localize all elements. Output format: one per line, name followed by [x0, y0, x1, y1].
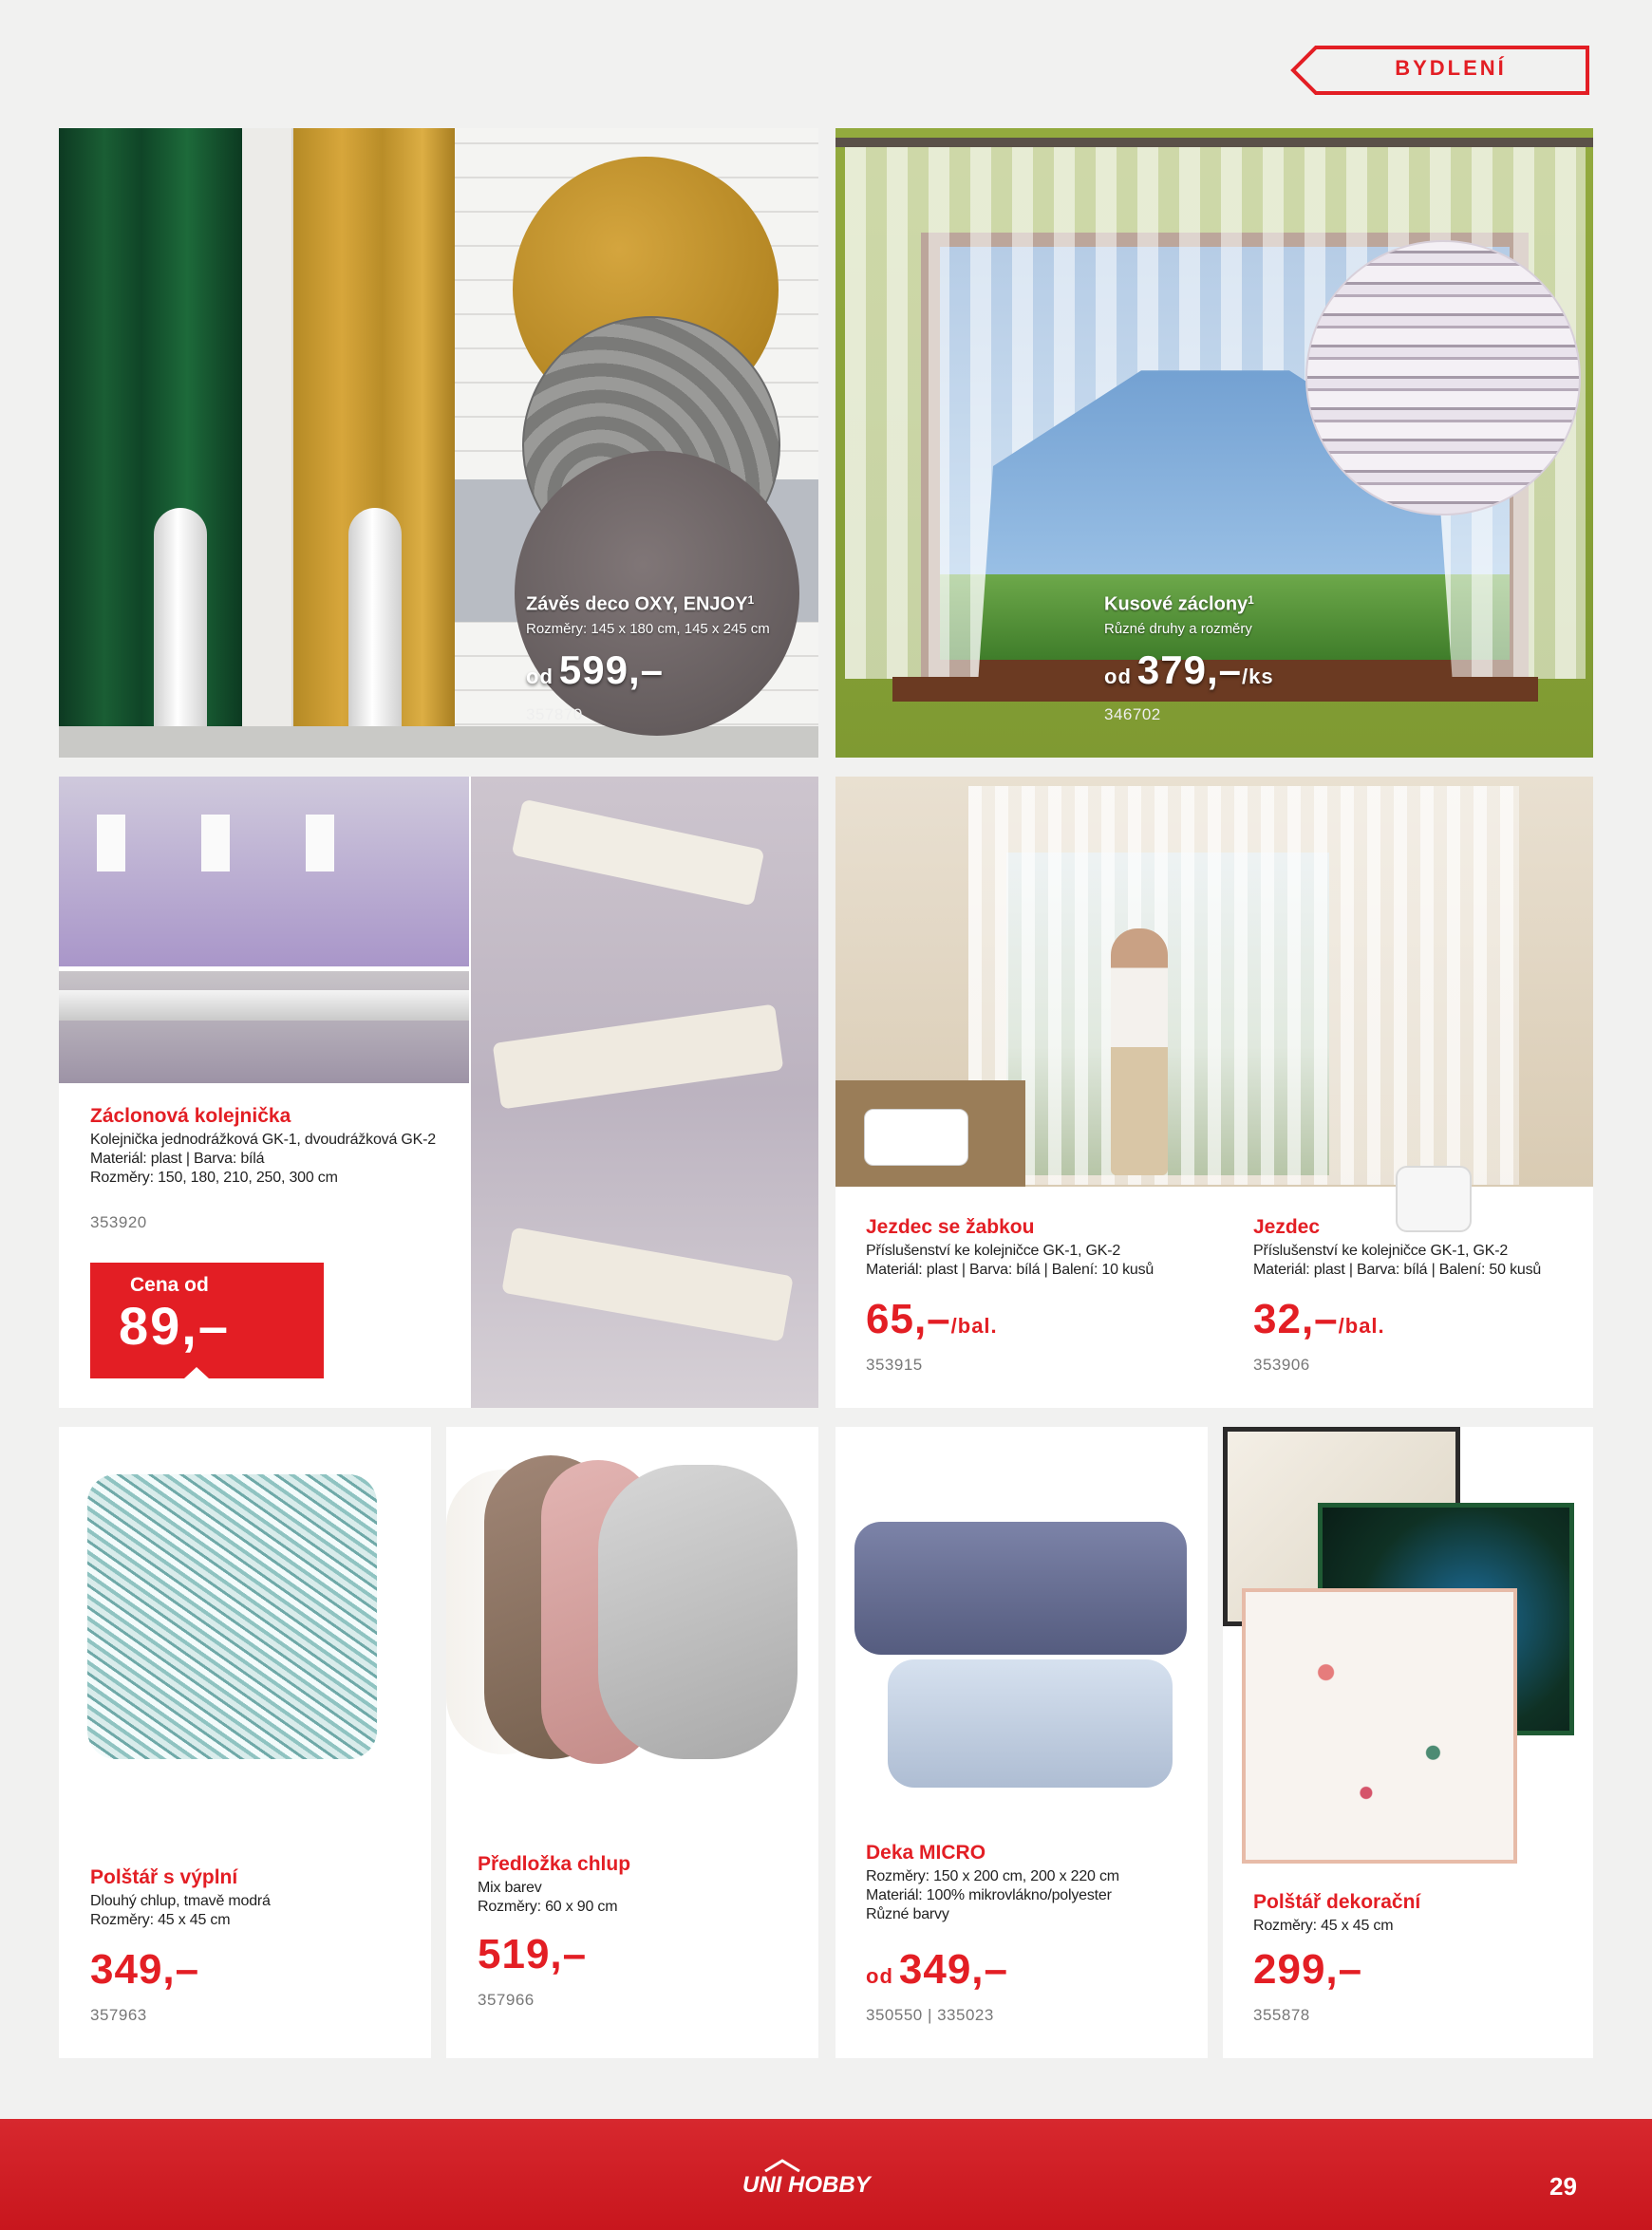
predlozka-desc-1: Rozměry: 60 x 90 cm	[478, 1899, 618, 1915]
polstar-dekor-name: Polštář dekorační	[1253, 1891, 1421, 1913]
curtain-photo-wall-left	[242, 128, 291, 758]
jezdec-desc-1: Materiál: plast | Barva: bílá | Balení: 50 kusů	[1253, 1262, 1542, 1278]
zaves-price-prefix: od	[526, 665, 554, 688]
cushion-floral	[1242, 1588, 1517, 1864]
kolejnicka-desc-1: Materiál: plast | Barva: bílá	[90, 1151, 265, 1167]
deka-code: 350550 | 335023	[866, 2006, 994, 2024]
rail-photo-bottom	[59, 971, 469, 1083]
logo-roof-icon	[763, 2159, 801, 2172]
product-card-predlozka[interactable]	[446, 1427, 818, 2058]
polstar-dekor-desc-0: Rozměry: 45 x 45 cm	[1253, 1918, 1394, 1934]
jezdec-name: Jezdec	[1253, 1216, 1321, 1238]
zaclony-name: Kusové záclony	[1104, 593, 1248, 615]
floor-photo	[59, 726, 818, 758]
lace-detail-swatch	[1305, 240, 1581, 515]
footer-logo-text: UNI HOBBY	[742, 2172, 871, 2198]
zaves-price-value: 599,–	[558, 647, 664, 692]
blanket-lightblue	[888, 1659, 1173, 1788]
curtain-rod	[835, 138, 1593, 147]
polstar-dekor-code: 355878	[1253, 2006, 1310, 2024]
rug-gray	[598, 1465, 798, 1759]
zaves-footnote: 1	[747, 593, 755, 607]
zaves-title	[526, 589, 754, 615]
zaves-name: Závěs deco OXY, ENJOY	[526, 593, 748, 615]
clip-accessory-1	[864, 1109, 968, 1166]
section-tag	[1287, 44, 1591, 97]
price-badge-label: Cena od	[130, 1274, 209, 1296]
zaves-code: 357870	[526, 705, 583, 723]
jezdec-price-value: 32,–	[1253, 1296, 1339, 1342]
deka-name: Deka MICRO	[866, 1842, 986, 1864]
zaclony-price-prefix: od	[1104, 665, 1132, 688]
rail-photo-top	[59, 777, 469, 966]
zaclony-desc-0: Různé druhy a rozměry	[1104, 621, 1252, 637]
deka-price	[866, 1947, 1008, 1999]
zaclony-price-unit: /ks	[1242, 665, 1274, 688]
jezdec-zabka-price-value: 65,–	[866, 1296, 951, 1342]
section-tag-label: BYDLENÍ	[1395, 56, 1507, 80]
polstar-dekor-price: 299,–	[1253, 1946, 1363, 1993]
zaclony-footnote: 1	[1248, 593, 1254, 607]
zaclony-price	[1104, 648, 1274, 699]
price-badge-value: 89,–	[119, 1296, 230, 1356]
jezdec-zabka-price-unit: /bal.	[950, 1314, 998, 1338]
zaclony-title	[1104, 589, 1254, 615]
polstar-vypln-name: Polštář s výplní	[90, 1866, 238, 1888]
jezdec-price-unit: /bal.	[1338, 1314, 1385, 1338]
product-card-jezdec[interactable]	[835, 777, 1593, 1408]
vase-white-left	[154, 508, 207, 740]
product-card-kolejnicka[interactable]	[59, 777, 818, 1408]
footer-band	[0, 2119, 1652, 2230]
blanket-navy	[854, 1522, 1187, 1655]
polstar-vypln-desc-0: Dlouhý chlup, tmavě modrá	[90, 1893, 271, 1909]
deka-desc-1: Materiál: 100% mikrovlákno/polyester	[866, 1887, 1112, 1903]
clip-accessory-2	[1396, 1166, 1472, 1232]
polstar-vypln-price: 349,–	[90, 1946, 200, 1993]
jezdec-code: 353906	[1253, 1356, 1310, 1374]
jezdec-zabka-price	[866, 1297, 998, 1349]
polstar-vypln-code: 357963	[90, 2006, 147, 2024]
jezdec-price	[1253, 1297, 1385, 1349]
vase-white-right	[348, 508, 402, 740]
predlozka-code: 357966	[478, 1991, 535, 2009]
kolejnicka-name: Záclonová kolejnička	[90, 1105, 291, 1127]
sheer-curtains	[968, 786, 1519, 1185]
product-card-deka[interactable]	[835, 1427, 1208, 2058]
woman-figure	[1111, 928, 1168, 1175]
predlozka-desc-0: Mix barev	[478, 1880, 542, 1896]
kolejnicka-desc-2: Rozměry: 150, 180, 210, 250, 300 cm	[90, 1170, 338, 1186]
zaves-price	[526, 648, 664, 699]
page-number: 29	[1549, 2172, 1577, 2201]
deka-desc-2: Různé barvy	[866, 1906, 949, 1922]
kolejnicka-code: 353920	[90, 1213, 147, 1231]
jezdec-zabka-desc-1: Materiál: plast | Barva: bílá | Balení: 10 kusů	[866, 1262, 1155, 1278]
product-card-zaves[interactable]	[59, 128, 818, 758]
zaves-desc-0: Rozměry: 145 x 180 cm, 145 x 245 cm	[526, 621, 770, 637]
predlozka-price: 519,–	[478, 1931, 588, 1977]
rail-hooks	[97, 815, 344, 871]
jezdec-desc-0: Příslušenství ke kolejničce GK-1, GK-2	[1253, 1243, 1509, 1259]
deka-desc-0: Rozměry: 150 x 200 cm, 200 x 220 cm	[866, 1868, 1119, 1884]
product-card-polstar-vypln[interactable]	[59, 1427, 431, 2058]
fluffy-pillow	[87, 1474, 377, 1759]
polstar-vypln-desc-1: Rozměry: 45 x 45 cm	[90, 1912, 231, 1928]
product-card-polstar-dekor[interactable]	[1223, 1427, 1593, 2058]
jezdec-zabka-code: 353915	[866, 1356, 923, 1374]
curtain-photo-green	[59, 128, 242, 758]
jezdec-zabka-name: Jezdec se žabkou	[866, 1216, 1035, 1238]
footer-logo[interactable]	[742, 2168, 910, 2202]
zaclony-price-value: 379,–	[1136, 647, 1242, 692]
deka-price-value: 349,–	[898, 1946, 1008, 1993]
predlozka-name: Předložka chlup	[478, 1853, 631, 1875]
jezdec-zabka-desc-0: Příslušenství ke kolejničce GK-1, GK-2	[866, 1243, 1121, 1259]
price-badge	[90, 1263, 324, 1378]
deka-price-prefix: od	[866, 1964, 893, 1988]
zaclony-code: 346702	[1104, 705, 1161, 723]
product-card-zaclony[interactable]	[835, 128, 1593, 758]
rail-bar-bottom	[59, 990, 469, 1021]
kolejnicka-desc-0: Kolejnička jednodrážková GK-1, dvoudrážková GK-2	[90, 1132, 436, 1148]
